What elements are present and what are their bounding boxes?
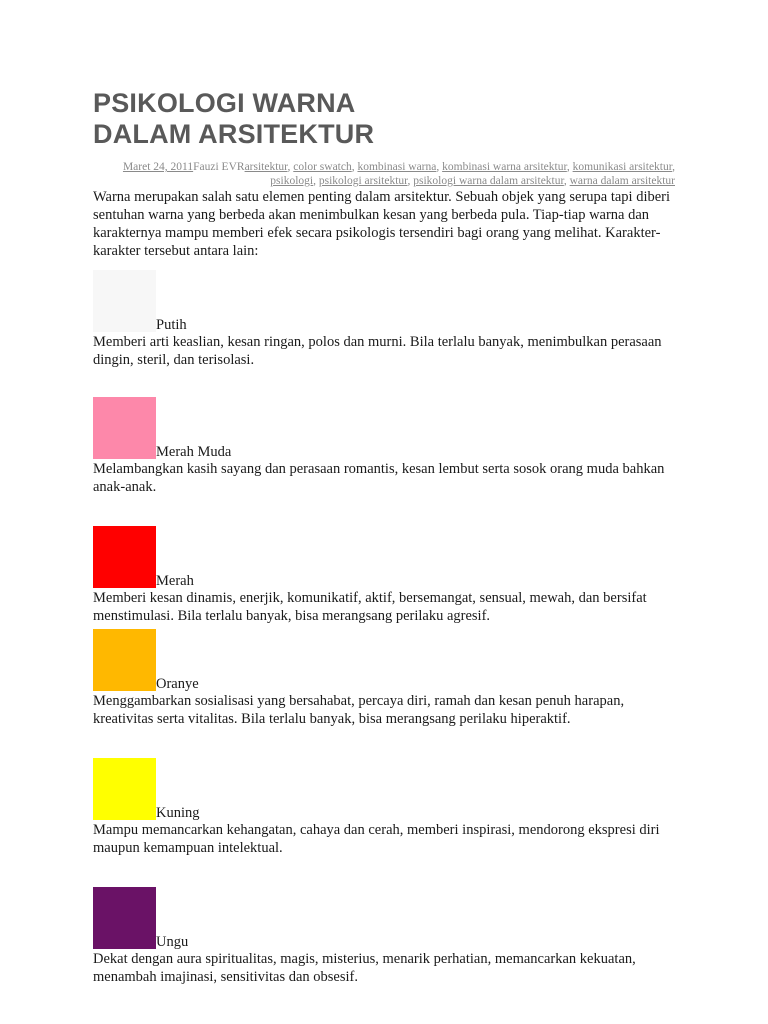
color-description: Memberi arti keaslian, kesan ringan, polos dan murni. Bila terlalu banyak, menimbulkan perasaan dingin, steril, dan terisolasi. xyxy=(93,334,662,368)
color-swatch xyxy=(93,629,156,691)
color-description: Memberi kesan dinamis, enerjik, komunikatif, aktif, bersemangat, sensual, mewah, dan bersifat menstimulasi. Bila terlalu banyak, bisa merangsang perilaku agresif. xyxy=(93,590,647,624)
swatch-row xyxy=(93,758,678,820)
swatch-row xyxy=(93,887,678,949)
color-entry xyxy=(93,887,678,986)
tag-link[interactable]: kombinasi warna xyxy=(357,161,437,173)
color-entry xyxy=(93,397,678,496)
tag-separator: , xyxy=(672,161,675,173)
tag-link[interactable]: kombinasi warna arsitektur xyxy=(442,161,567,173)
color-swatch xyxy=(93,887,156,949)
swatch-row xyxy=(93,526,678,588)
color-list xyxy=(93,270,678,986)
color-description: Dekat dengan aura spiritualitas, magis, misterius, menarik perhatian, memancarkan kekuatan, menambah imajinasi, sensitivitas dan obsesif. xyxy=(93,951,636,985)
color-swatch xyxy=(93,397,156,459)
color-swatch xyxy=(93,270,156,332)
tag-link[interactable]: arsitektur xyxy=(244,161,288,173)
color-entry xyxy=(93,758,678,857)
tag-separator: , xyxy=(351,161,358,173)
title-line-2: DALAM ARSITEKTUR xyxy=(93,119,375,149)
color-name: Ungu xyxy=(156,934,189,950)
tag-separator: , xyxy=(313,175,319,187)
tag-list xyxy=(245,161,675,187)
tag-separator: , xyxy=(436,161,443,173)
color-entry xyxy=(93,629,678,728)
post-author: Fauzi EVR xyxy=(193,161,245,173)
title-line-1: PSIKOLOGI WARNA xyxy=(93,88,356,118)
tag-link[interactable]: komunikasi arsitektur xyxy=(572,161,673,173)
color-description: Mampu memancarkan kehangatan, cahaya dan cerah, memberi inspirasi, mendorong ekspresi diri maupun kemampuan intelektual. xyxy=(93,822,660,856)
tag-link[interactable]: psikologi xyxy=(270,175,314,187)
color-name: Putih xyxy=(156,317,187,333)
post-date-link[interactable]: Maret 24, 2011 xyxy=(122,161,194,173)
color-name: Kuning xyxy=(156,805,200,821)
swatch-row xyxy=(93,629,678,691)
tag-link[interactable]: psikologi arsitektur xyxy=(318,175,408,187)
color-description: Menggambarkan sosialisasi yang bersahabat, percaya diri, ramah dan kesan penuh harapan, kreativitas serta vitalitas. Bila terlalu banyak, bisa merangsang perilaku hiperaktif. xyxy=(93,693,625,727)
tag-link[interactable]: color swatch xyxy=(293,161,352,173)
page-title xyxy=(93,88,678,150)
swatch-row xyxy=(93,270,678,332)
color-name: Oranye xyxy=(156,676,199,692)
tag-separator: , xyxy=(563,175,570,187)
color-name: Merah Muda xyxy=(156,444,232,460)
post-meta xyxy=(93,160,678,188)
tag-separator: , xyxy=(407,175,414,187)
swatch-row xyxy=(93,397,678,459)
tag-link[interactable]: warna dalam arsitektur xyxy=(569,175,675,187)
color-entry xyxy=(93,526,678,625)
tag-separator: , xyxy=(287,161,294,173)
tag-separator: , xyxy=(566,161,573,173)
intro-paragraph: Warna merupakan salah satu elemen penting dalam arsitektur. Sebuah objek yang serupa tapi diberi sentuhan warna yang berbeda akan menimbulkan kesan yang berbeda pula. Tiap-tiap warna dan karakternya mampu memberi efek secara psikologis tersendiri bagi orang yang melihat. Karakter-karakter tersebut antara lain: xyxy=(93,189,671,259)
color-name: Merah xyxy=(156,573,194,589)
tag-link[interactable]: psikologi warna dalam arsitektur xyxy=(413,175,564,187)
color-swatch xyxy=(93,526,156,588)
article xyxy=(93,88,678,986)
color-entry xyxy=(93,270,678,369)
color-swatch xyxy=(93,758,156,820)
color-description: Melambangkan kasih sayang dan perasaan romantis, kesan lembut serta sosok orang muda bahkan anak-anak. xyxy=(93,461,665,495)
